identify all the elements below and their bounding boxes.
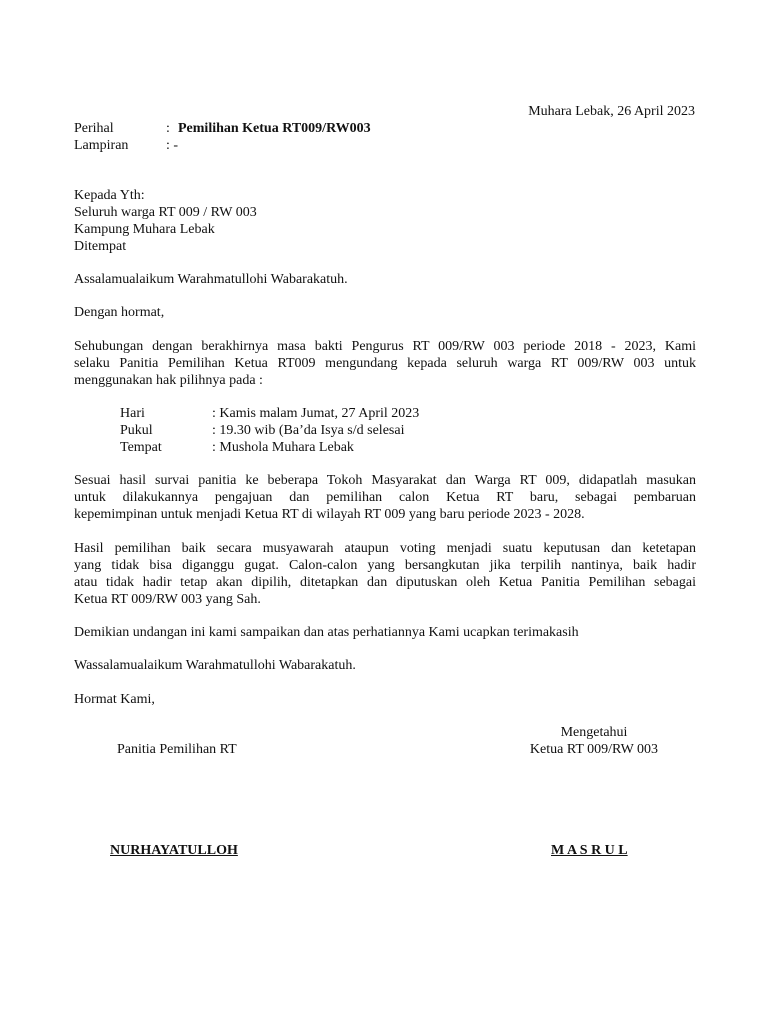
detail-row-tempat [120,439,354,456]
recipient-line: Seluruh warga RT 009 / RW 003 [74,205,257,220]
paragraph-line: selaku Panitia Pemilihan Ketua RT009 mengundang kepada seluruh warga RT 009/RW 003 untuk [74,356,696,371]
paragraph-line: kepemimpinan untuk menjadi Ketua RT di wilayah RT 009 yang baru periode 2023 - 2028. [74,507,585,522]
right-signature-role: Ketua RT 009/RW 003 [529,742,659,757]
greeting: Dengan hormat, [74,305,165,320]
opening-salam: Assalamualaikum Warahmatullohi Wabarakatuh. [74,272,348,287]
paragraph-survey [74,472,696,523]
paragraph-line: Sesuai hasil survai panitia ke beberapa Tokoh Masyarakat dan Warga RT 009, didapatlah masukan [74,473,696,488]
left-signature-name: NURHAYATULLOH [110,843,238,858]
detail-label: Pukul [120,423,153,438]
right-signature-caption: Mengetahui [560,725,628,740]
paragraph-line: Sehubungan dengan berakhirnya masa bakti Pengurus RT 009/RW 003 periode 2018 - 2023, Kami [74,339,696,354]
detail-label: Tempat [120,440,162,455]
perihal-value: Pemilihan Ketua RT009/RW003 [178,121,371,136]
right-signature-name: M A S R U L [551,843,628,858]
recipient-line: Kampung Muhara Lebak [74,222,215,237]
recipient-line: Kepada Yth: [74,188,145,203]
detail-value: : Mushola Muhara Lebak [212,440,354,455]
lampiran-label: Lampiran [74,138,129,153]
closing-salam: Wassalamualaikum Warahmatullohi Wabarakatuh. [74,658,356,673]
recipient-block [74,187,696,255]
detail-value: : 19.30 wib (Ba’da Isya s/d selesai [212,423,405,438]
paragraph-line: untuk dilakukannya pengajuan dan pemilihan calon Ketua RT baru, sebagai pembaruan [74,490,696,505]
recipient-line: Ditempat [74,239,127,254]
paragraph-line: Ketua RT 009/RW 003 yang Sah. [74,592,261,607]
closing-text: Demikian undangan ini kami sampaikan dan atas perhatiannya Kami ucapkan terimakasih [74,625,579,640]
paragraph-line: yang tidak bisa diganggu gugat. Calon-calon yang bersangkutan jika terpilih nantinya, baik hadir [74,558,696,573]
left-signature-role: Panitia Pemilihan RT [117,742,237,757]
perihal-row [74,120,694,137]
detail-label: Hari [120,406,145,421]
regards: Hormat Kami, [74,692,155,707]
lampiran-row [74,137,694,154]
paragraph-line: menggunakan hak pilihnya pada : [74,373,263,388]
paragraph-line: Hasil pemilihan baik secara musyawarah ataupun voting menjadi suatu keputusan dan ketetapan [74,541,696,556]
place-date: Muhara Lebak, 26 April 2023 [528,104,695,119]
lampiran-value: : - [166,138,179,153]
perihal-colon: : [166,121,170,136]
paragraph-invitation [74,338,696,389]
detail-value: : Kamis malam Jumat, 27 April 2023 [212,406,420,421]
detail-row-pukul [120,422,404,439]
paragraph-result [74,540,696,608]
detail-row-hari [120,405,419,422]
perihal-label: Perihal [74,121,114,136]
paragraph-line: atau tidak hadir tetap akan dipilih, ditetapkan dan diputuskan oleh Ketua Panitia Pemilihan sebagai [74,575,696,590]
